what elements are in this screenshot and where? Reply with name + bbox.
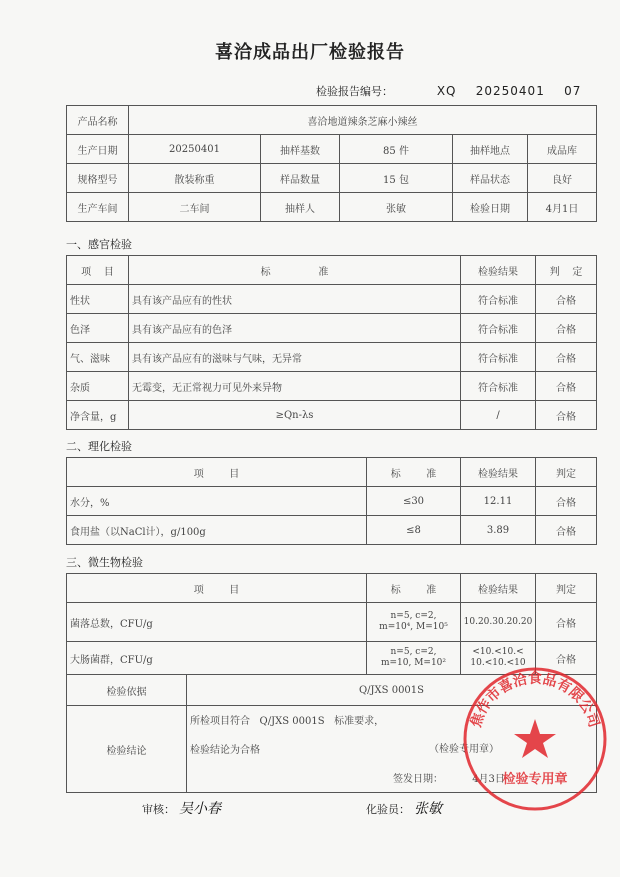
test-date: 4月1日	[528, 193, 597, 222]
header-item: 项 目	[67, 574, 367, 603]
product-name-label: 产品名称	[67, 106, 129, 135]
row-judge: 合格	[536, 516, 597, 545]
row-item: 净含量，g	[67, 401, 129, 430]
micro-heading: 三、微生物检验	[66, 556, 143, 569]
tester-label: 化验员：	[366, 803, 410, 816]
workshop-label: 生产车间	[67, 193, 129, 222]
sensory-table	[66, 255, 597, 430]
prod-date-label: 生产日期	[67, 135, 129, 164]
sample-qty-label: 样品数量	[261, 164, 340, 193]
sampler: 张敏	[340, 193, 453, 222]
sample-qty: 15 包	[340, 164, 453, 193]
header-judge: 判 定	[536, 256, 597, 285]
row-judge: 合格	[536, 314, 597, 343]
table-header-row	[67, 458, 597, 487]
sample-base-label: 抽样基数	[261, 135, 340, 164]
row-item: 性状	[67, 285, 129, 314]
table-row	[67, 401, 597, 430]
row-standard	[367, 642, 461, 675]
row-result: 符合标准	[461, 372, 536, 401]
table-row	[67, 487, 597, 516]
sample-place-label: 抽样地点	[453, 135, 528, 164]
row-judge: 合格	[536, 343, 597, 372]
report-number-label: 检验报告编号：	[316, 85, 393, 98]
header-judge: 判定	[536, 458, 597, 487]
result-line: <10.<10.<	[472, 647, 524, 657]
issue-date: 4月3日	[472, 774, 505, 785]
header-result: 检验结果	[461, 574, 536, 603]
micro-table	[66, 573, 597, 793]
seal-arc-text: 焦作市喜洽食品有限公司	[468, 671, 602, 730]
conclusion-line	[190, 741, 594, 756]
conclusion-line: 所检项目符合 Q/JXS 0001S 标准要求，	[190, 716, 385, 727]
row-standard: 具有该产品应有的滋味与气味，无异常	[129, 343, 461, 372]
row-item: 水分，%	[67, 487, 367, 516]
row-result: 10.20.30.20.20	[461, 603, 536, 642]
sensory-heading: 一、感官检验	[66, 238, 132, 251]
row-judge: 合格	[536, 642, 597, 675]
reviewer	[142, 798, 221, 818]
table-row	[67, 603, 597, 642]
issue-line	[393, 770, 505, 785]
row-result: /	[461, 401, 536, 430]
row-item: 大肠菌群，CFU/g	[67, 642, 367, 675]
row-result: 3.89	[461, 516, 536, 545]
row-judge: 合格	[536, 401, 597, 430]
sample-base: 85 件	[340, 135, 453, 164]
issue-date-label: 签发日期：	[393, 774, 443, 785]
reviewer-signature: 吴小春	[179, 801, 221, 817]
result-line: 10.<10.<10	[470, 658, 526, 668]
table-row	[67, 343, 597, 372]
reviewer-label: 审核：	[142, 803, 175, 816]
seal-note: （检验专用章）	[429, 744, 499, 755]
physchem-table	[66, 457, 597, 545]
physchem-heading: 二、理化检验	[66, 440, 132, 453]
row-judge: 合格	[536, 487, 597, 516]
standard-line: n=5, c=2,	[390, 611, 437, 621]
standard-line: m=10⁴, M=10⁵	[379, 622, 448, 632]
seal-bottom-text: 检验专用章	[502, 772, 568, 787]
standard-line: m=10, M=10²	[380, 658, 447, 668]
report-number-value: XQ 20250401 07	[436, 84, 582, 98]
tester-signature: 张敏	[414, 801, 442, 817]
row-result: 符合标准	[461, 314, 536, 343]
header-item: 项 目	[67, 458, 367, 487]
row-standard: ≥Qn-λs	[129, 401, 461, 430]
spec: 散装称重	[129, 164, 261, 193]
row-standard: 无霉变，无正常视力可见外来异物	[129, 372, 461, 401]
conclusion-row	[67, 706, 597, 793]
table-row	[67, 372, 597, 401]
basic-info-table	[66, 105, 597, 222]
report-number	[316, 83, 581, 99]
sample-state: 良好	[528, 164, 597, 193]
test-date-label: 检验日期	[453, 193, 528, 222]
header-judge: 判定	[536, 574, 597, 603]
conclusion-cell	[187, 706, 597, 793]
row-result: 符合标准	[461, 285, 536, 314]
row-judge: 合格	[536, 285, 597, 314]
spec-label: 规格型号	[67, 164, 129, 193]
conclusion-text: 检验结论为合格	[190, 745, 260, 756]
row-result: 符合标准	[461, 343, 536, 372]
row-result	[461, 642, 536, 675]
header-result: 检验结果	[461, 256, 536, 285]
product-name: 喜洽地道辣条芝麻小辣丝	[129, 106, 597, 135]
row-item: 气、滋味	[67, 343, 129, 372]
table-row	[67, 642, 597, 675]
table-row	[67, 516, 597, 545]
row-standard	[367, 603, 461, 642]
row-judge: 合格	[536, 603, 597, 642]
row-standard: ≤30	[367, 487, 461, 516]
header-result: 检验结果	[461, 458, 536, 487]
row-item: 食用盐（以NaCl计），g/100g	[67, 516, 367, 545]
row-item: 色泽	[67, 314, 129, 343]
row-standard: 具有该产品应有的色泽	[129, 314, 461, 343]
table-header-row	[67, 574, 597, 603]
row-standard: 具有该产品应有的性状	[129, 285, 461, 314]
sample-state-label: 样品状态	[453, 164, 528, 193]
header-standard: 标 准	[367, 458, 461, 487]
row-judge: 合格	[536, 372, 597, 401]
row-result: 12.11	[461, 487, 536, 516]
row-item: 杂质	[67, 372, 129, 401]
header-standard: 标 准	[367, 574, 461, 603]
table-header-row	[67, 256, 597, 285]
basis-row	[67, 675, 597, 706]
sampler-label: 抽样人	[261, 193, 340, 222]
basis-label: 检验依据	[67, 675, 187, 706]
standard-line: n=5, c=2,	[390, 647, 437, 657]
row-item: 菌落总数，CFU/g	[67, 603, 367, 642]
prod-date: 20250401	[129, 135, 261, 164]
workshop: 二车间	[129, 193, 261, 222]
report-title: 喜洽成品出厂检验报告	[215, 42, 405, 63]
basis-value: Q/JXS 0001S	[187, 675, 597, 706]
table-row	[67, 285, 597, 314]
header-item: 项 目	[67, 256, 129, 285]
sample-place: 成品库	[528, 135, 597, 164]
tester	[366, 798, 442, 818]
row-standard: ≤8	[367, 516, 461, 545]
header-standard: 标 准	[129, 256, 461, 285]
table-row	[67, 314, 597, 343]
conclusion-label: 检验结论	[67, 706, 187, 793]
